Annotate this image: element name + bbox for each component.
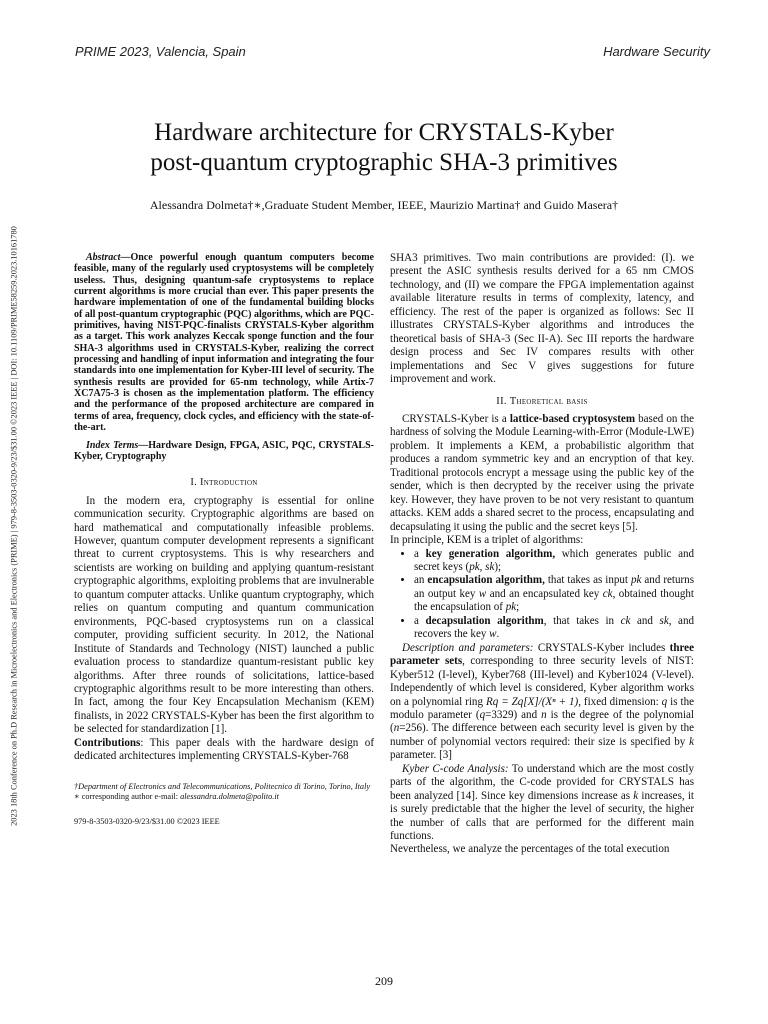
abstract-text: Once powerful enough quantum computers become feasible, many of the regularly used cryptosystems will be completely useless. Thus, designing quantum-safe cryptosystems to replace current algorithms is more crucial than ever. This paper presents the hardware implementation of one of the fundamental building blocks of all post-quantum cryptographic (PQC) algorithms, which are PQC-primitives, having NIST-PQC-finalists CRYSTALS-Kyber algorithm as a target. This work analyzes Keccak sponge function and the four SHA-3 algorithms used in CRYSTALS-Kyber, realizing the correct processing and handling of input information and integrating the four standards into one implementation for Kyber-III level of security. The synthesis results are provided for 65-nm technology, while Artix-7 XC7A75-3 is chosen as the implementation platform. The efficiency and the performance of the proposed architecture are compared in terms of area, frequency, clock cycles, and efficiency with the state-of-the-art. — [74, 252, 374, 434]
list-item: • a key generation algorithm, which generates public and secret keys (pk, sk); — [414, 548, 694, 575]
kyber-paragraph: CRYSTALS-Kyber is a lattice-based cryptosystem based on the hardness of solving the Module Learning-with-Error (Module-LWE) problem. It implements a KEM, a probabilistic algorithm that produces a random symmetric key and an encryption of that key. Traditional protocols encrypt a message using the public key of the sender, which is then decrypted by the receiver using the private key. However, they have proven to be not very resistant to quantum attacks. KEM adds a shared secret to the process, encapsulating and decapsulating it using the public and the secret keys [5]. — [390, 412, 695, 533]
page-number: 209 — [375, 974, 393, 988]
kem-intro: In principle, KEM is a triplet of algorithms: — [390, 534, 584, 547]
right-column — [390, 252, 694, 857]
list-item: • a decapsulation algorithm, that takes in ck and sk, and recovers the key w. — [414, 615, 694, 642]
paper-title — [0, 118, 768, 178]
title-line-1: Hardware architecture for CRYSTALS-Kyber — [154, 119, 614, 146]
affiliation-footnote: †Department of Electronics and Telecommunications, Politecnico di Torino, Torino, Italy — [74, 781, 371, 791]
section-heading-theoretical-basis: II. Theoretical basis — [496, 395, 588, 407]
intro-paragraph: In the modern era, cryptography is essential for online communication security. Cryptographic algorithms are based on hard mathematical and computationally infeasible problems. However, quantum computer development represents a significant threat to current cryptosystems. This is why researchers and scientists are working on building and applying quantum-resistant cryptographic algorithms, exploiting problems that are invulnerable to quantum computer attacks. Unlike quantum cryptography, which relies on quantum computing and quantum communication environments, PQC-based cryptosystems run on a classical computer, providing sufficient security. In 2012, the National Institute of Standards and Technology (NIST) launched a public evaluation process to standardize quantum-resistant public key algorithms. After three rounds of solicitations, lattice-based cryptographic algorithms result to be more interesting than others. In fact, among the four Key Encapsulation Mechanism (KEM) finalists, in 2022 CRYSTALS-Kyber has been the first algorithm to be selected for standardization [1]. — [74, 494, 374, 736]
last-line: Nevertheless, we analyze the percentages of the total execution — [390, 843, 670, 856]
copyright-notice: 979-8-3503-0320-9/23/$31.00 ©2023 IEEE — [74, 816, 220, 826]
kem-algorithm-list — [390, 548, 694, 642]
abstract-label: Abstract— — [86, 252, 131, 263]
description-label: Description and parameters: — [402, 641, 534, 654]
contributions-paragraph: Contributions: This paper deals with the hardware design of dedicated architectures implementing CRYSTALS-Kyber-768 — [74, 736, 374, 763]
email-footnote: ∗ corresponding author e-mail: alessandra.dolmeta@polito.it — [74, 791, 279, 801]
index-terms-text: —Hardware Design, FPGA, ASIC, PQC, CRYSTALS-Kyber, Cryptography — [74, 439, 374, 462]
contributions-continuation: SHA3 primitives. Two main contributions are provided: (I). we present the ASIC synthesis results derived for a 65 nm CMOS technology, and (II) we compare the FPGA implementation against available literature results in terms of complexity, latency, and efficiency. The rest of the paper is organized as follows: Sec II illustrates CRYSTALS-Kyber algorithms and introduces the theoretical basis of SHA-3 (Sec II-A). Sec III reports the hardware design process and Sec IV compares results with other implementations and Sec V gives suggestions for future improvement and work. — [390, 252, 694, 386]
ring-formula: Rq = Zq[X]/(Xⁿ + 1) — [485, 695, 579, 708]
list-item: • an encapsulation algorithm, that takes as input pk and returns an output key w and an encapsulated key ck, obtained thought the encapsulation of pk; — [414, 574, 694, 614]
ccode-label: Kyber C-code Analysis: — [402, 762, 509, 775]
author-list: Alessandra Dolmeta†∗,Graduate Student Member, IEEE, Maurizio Martina† and Guido Masera† — [149, 198, 619, 212]
author-email: alessandra.dolmeta@polito.it — [180, 791, 279, 801]
index-terms — [74, 440, 374, 463]
title-line-2: post-quantum cryptographic SHA-3 primitives — [150, 149, 618, 176]
contributions-label: Contributions — [74, 736, 141, 749]
index-terms-label: Index Terms — [86, 439, 139, 451]
section-heading-introduction: I. Introduction — [190, 477, 258, 489]
left-column — [74, 252, 374, 828]
abstract — [74, 252, 374, 434]
doi-sidebar-text: 2023 18th Conference on Ph.D Research in Microelectronics and Electronics (PRIME) | 979-8-3503-0320-9/23/$31.00 ©2023 IEEE | DOI: 10.1109/PRIME58259.2023.10161780 — [9, 226, 19, 826]
footnotes — [74, 778, 374, 802]
description-paragraph: Description and parameters: CRYSTALS-Kyber includes three parameter sets, corresponding to three security levels of NIST: Kyber512 (I-level), Kyber768 (III-level) and Kyber1024 (V-level). Independently of which level is considered, Kyber algorithm works on a polynomial ring Rq = Zq[X]/(Xⁿ + 1), fixed dimension: q is the modulo parameter (q=3329) and n is the degree of the polynomial (n=256). The difference between each security level is given by the number of polynomial vectors required: their size is specified by k parameter. [3] — [390, 641, 695, 762]
ccode-paragraph: Kyber C-code Analysis: To understand which are the most costly parts of the algorithm, the C-code provided for CRYSTALS has been analyzed [14]. Since key dimensions increase as k increases, it is surely predictable that the higher the level of security, the higher the number of calls that are performed for the different main functions. — [390, 762, 694, 843]
running-header-left: PRIME 2023, Valencia, Spain — [75, 44, 246, 59]
running-header-right: Hardware Security — [603, 44, 710, 59]
doi-sidebar — [9, 163, 19, 889]
